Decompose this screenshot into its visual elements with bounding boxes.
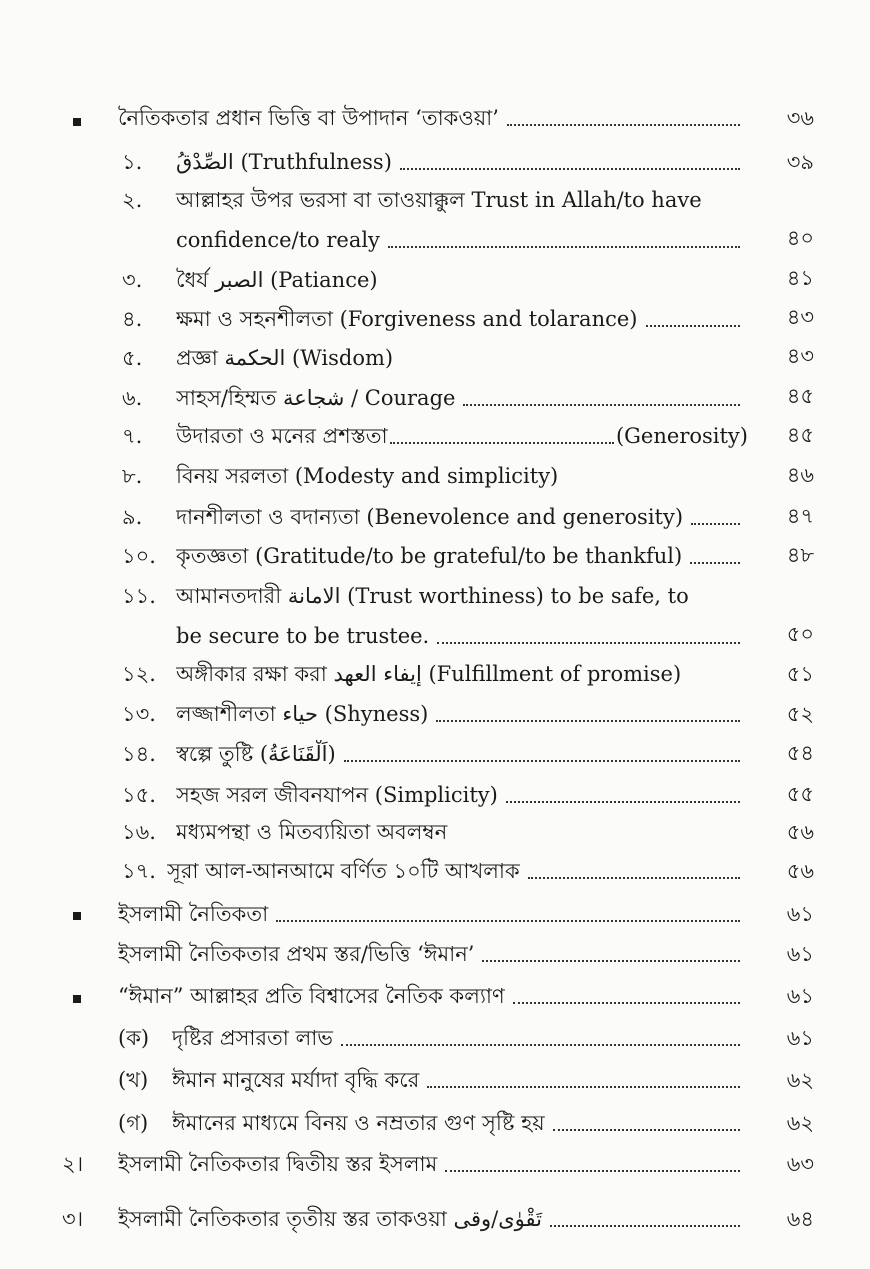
page-number: ৪৬ [786,463,814,487]
entry-title: উদারতা ও মনের প্রশস্ততা [176,424,388,448]
toc-entry [118,1024,748,1052]
dot-leader [388,226,740,248]
entry-number: ৮. [122,464,143,488]
entry-number: (গ) [118,1111,149,1135]
toc-entry [118,104,748,132]
entry-title: নৈতিকতার প্রধান ভিত্তি বা উপাদান ‘তাকওয়া’ [118,106,499,130]
entry-number: ১১. [122,584,156,608]
entry-number: ৫. [122,346,143,370]
toc-entry [122,266,748,294]
toc-entry [122,305,748,333]
page-number: ৬১ [786,902,814,926]
page-number: ৫৬ [786,859,814,883]
page-number: ৬১ [786,1026,814,1050]
page-number: ৪৩ [786,305,814,329]
toc-entry [122,384,748,412]
dot-leader [550,1205,740,1227]
entry-number: ২. [122,188,143,212]
page-number: ৩৯ [786,150,814,174]
entry-number: ২। [62,1152,84,1176]
entry-number: ১৪. [122,742,156,766]
page-number: ৫২ [786,702,814,726]
dot-leader [400,148,740,170]
dot-leader [437,622,740,644]
dot-leader [344,740,740,762]
dot-leader [566,462,740,484]
entry-number: ১. [122,150,143,174]
toc-entry-continuation [176,226,748,254]
entry-title: ধৈর্য الصبر (Patiance) [176,268,378,292]
toc-entry [122,422,748,450]
dot-leader [482,940,740,962]
entry-title-tail: (Generosity) [615,424,748,448]
entry-number: ১২. [122,662,156,686]
toc-entry-continuation [176,622,748,650]
toc-entry [122,781,748,809]
bullet-icon [73,995,81,1003]
toc-entry [118,940,748,968]
entry-number: ৩. [122,268,143,292]
dot-leader [445,1150,740,1172]
page-number: ৫৪ [786,741,814,765]
entry-title: কৃতজ্ঞতা (Gratitude/to be grateful/to be thankful) [176,544,683,568]
entry-title: বিনয় সরলতা (Modesty and simplicity) [176,464,559,488]
entry-number: ৯. [122,505,143,529]
dot-leader [646,305,741,327]
page-number: ৬২ [786,1111,814,1135]
toc-entry [62,1205,748,1233]
toc-entry [118,1066,748,1094]
dot-leader [463,384,740,406]
entry-number: ৩। [62,1207,84,1231]
bullet-icon [73,912,81,920]
page-number: ৪৮ [786,543,814,567]
toc-entry [122,186,748,214]
entry-title: মধ্যমপন্থা ও মিতব্যয়িতা অবলম্বন [176,820,448,844]
entry-number: ৪. [122,307,143,331]
dot-leader [436,700,740,722]
bullet-icon [73,118,81,126]
entry-title: অঙ্গীকার রক্ষা করা إيفاء العهد (Fulfillment of promise) [176,662,682,686]
entry-title: লজ্জাশীলতা حياء (Shyness) [176,702,429,726]
entry-number: ৭. [122,424,143,448]
toc-entry [122,818,748,846]
toc-entry [122,582,748,610]
entry-title-continuation: be secure to be trustee. [176,624,430,648]
dot-leader [276,900,740,922]
entry-title: আমানতদারী الامانة (Trust worthiness) to be safe, to [176,584,689,608]
toc-entry [118,1109,748,1137]
entry-number: ১৫. [122,783,156,807]
toc-entry [62,1150,748,1178]
entry-number: ১০. [122,544,156,568]
entry-title: স্বল্পে তুষ্টি (اَلْقَنَاعَةُ) [176,742,336,766]
page-number: ৪৭ [786,504,814,528]
page-number: ৫১ [786,662,814,686]
entry-title: ঈমান মানুষের মর্যাদা বৃদ্ধি করে [172,1068,420,1092]
dot-leader [528,857,740,879]
page-number: ৩৬ [786,106,814,130]
page-number: ৬১ [786,942,814,966]
page-number: ৬১ [786,984,814,1008]
entry-title: الصِّدْقُ (Truthfulness) [176,150,392,174]
entry-title: ইসলামী নৈতিকতার তৃতীয় স্তর তাকওয়া تَقْوٰى/وقى [118,1207,542,1231]
page-number: ৪৫ [786,423,814,447]
toc-entry [122,344,748,372]
page-number: ৪৩ [786,344,814,368]
entry-number: (খ) [118,1068,149,1092]
dot-leader [401,344,740,366]
toc-entry [122,700,748,728]
dot-leader [689,660,740,682]
dot-leader [386,266,740,288]
entry-title-continuation: confidence/to realy [176,228,380,252]
dot-leader [691,503,740,525]
entry-title: সাহস/হিম্মত شجاعة / Courage [176,386,456,410]
page-number: ৬৩ [786,1152,814,1176]
entry-title: দৃষ্টির প্রসারতা লাভ [172,1026,333,1050]
entry-title: ইসলামী নৈতিকতার প্রথম স্তর/ভিত্তি ‘ঈমান’ [118,942,475,966]
toc-entry [122,740,748,768]
entry-title: দানশীলতা ও বদান্যতা (Benevolence and generosity) [176,505,684,529]
toc-entry [122,857,748,885]
page-number: ৪১ [786,266,814,290]
dot-leader [390,422,614,444]
entry-title: প্রজ্ঞা الحكمة (Wisdom) [176,346,394,370]
dot-leader [513,982,740,1004]
entry-title: সহজ সরল জীবনযাপন (Simplicity) [176,783,498,807]
entry-number: ১৬. [122,820,156,844]
page-number: ৫০ [786,622,814,646]
page-number: ৪০ [786,226,814,250]
page-number: ৪৫ [786,384,814,408]
entry-title: আল্লাহর উপর ভরসা বা তাওয়াক্কুল Trust in Allah/to have [176,188,702,212]
entry-title: ইসলামী নৈতিকতা [118,902,269,926]
dot-leader [553,1109,740,1131]
entry-number: ১৭. [122,859,156,883]
entry-title: “ঈমান” আল্লাহর প্রতি বিশ্বাসের নৈতিক কল্যাণ [118,984,505,1008]
entry-number: ১৩. [122,702,156,726]
dot-leader [507,104,740,126]
page-number: ৫৬ [786,820,814,844]
entry-title: ক্ষমা ও সহনশীলতা (Forgiveness and tolarance) [176,307,638,331]
dot-leader [341,1024,740,1046]
page-number: ৬৪ [786,1207,814,1231]
dot-leader [427,1066,740,1088]
page-number: ৬২ [786,1068,814,1092]
dot-leader [455,818,740,840]
page-number: ৫৫ [786,782,814,806]
entry-title: সূরা আল-আনআমে বর্ণিত ১০টি আখলাক [167,859,520,883]
toc-entry [118,900,748,928]
entry-title: ইসলামী নৈতিকতার দ্বিতীয় স্তর ইসলাম [118,1152,438,1176]
toc-entry [122,462,748,490]
dot-leader [690,542,740,564]
entry-title: ঈমানের মাধ্যমে বিনয় ও নম্রতার গুণ সৃষ্টি হয় [172,1111,545,1135]
toc-entry [122,542,748,570]
toc-entry [122,503,748,531]
toc-entry [122,148,748,176]
toc-entry [122,660,748,688]
entry-number: (ক) [118,1026,150,1050]
entry-number: ৬. [122,386,143,410]
toc-entry [118,982,748,1010]
dot-leader [506,781,740,803]
